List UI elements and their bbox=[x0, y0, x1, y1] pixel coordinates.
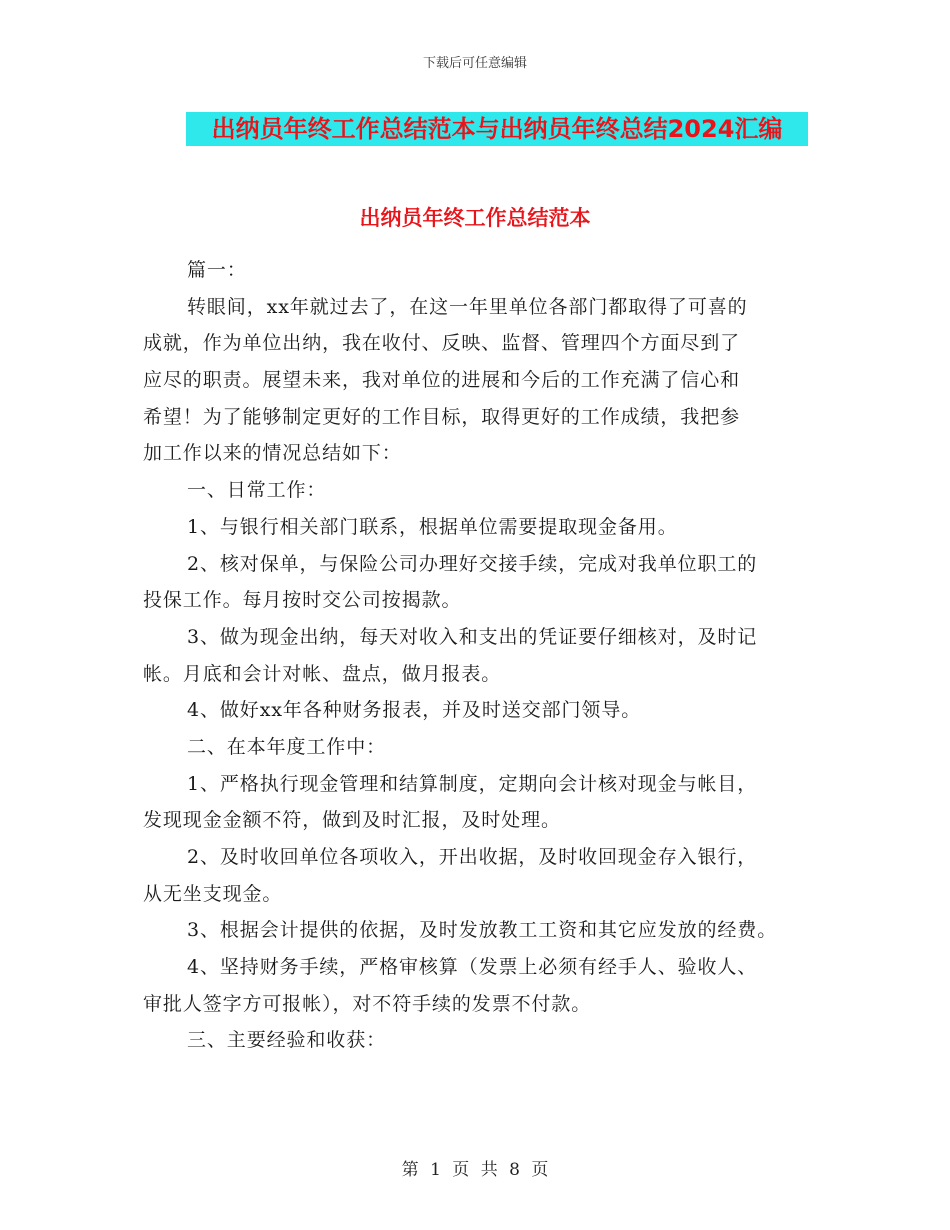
text-line: 1、严格执行现金管理和结算制度，定期向会计核对现金与帐目， bbox=[187, 772, 758, 795]
text-line: 3、根据会计提供的依据，及时发放教工工资和其它应发放的经费。 bbox=[187, 919, 778, 942]
text-line: 应尽的职责。展望未来，我对单位的进展和今后的工作充满了信心和 bbox=[143, 369, 741, 392]
text-line: 希望！为了能够制定更好的工作目标，取得更好的工作成绩，我把参 bbox=[143, 405, 741, 428]
text-line: 2、及时收回单位各项收入，开出收据，及时收回现金存入银行， bbox=[187, 846, 758, 868]
text-line: 审批人签字方可报帐），对不符手续的发票不付款。 bbox=[143, 992, 592, 1015]
text-line: 三、主要经验和收获： bbox=[187, 1029, 387, 1052]
text-line: 二、在本年度工作中： bbox=[187, 735, 387, 758]
body-text bbox=[143, 252, 823, 1059]
text-line: 转眼间，xx年就过去了，在这一年里单位各部门都取得了可喜的 bbox=[187, 295, 748, 318]
text-line: 从无坐支现金。 bbox=[143, 882, 283, 905]
text-line: 发现现金金额不符，做到及时汇报，及时处理。 bbox=[143, 809, 561, 832]
text-line: 帐。月底和会计对帐、盘点，做月报表。 bbox=[143, 662, 502, 685]
text-line: 1、与银行相关部门联系，根据单位需要提取现金备用。 bbox=[187, 515, 678, 538]
text-line: 2、核对保单，与保险公司办理好交接手续，完成对我单位职工的 bbox=[187, 552, 758, 575]
text-line: 投保工作。每月按时交公司按揭款。 bbox=[143, 589, 462, 612]
text-line: 3、做为现金出纳，每天对收入和支出的凭证要仔细核对，及时记 bbox=[187, 625, 758, 648]
text-line: 篇一： bbox=[187, 259, 247, 281]
main-title-highlight bbox=[186, 112, 808, 146]
text-line: 4、做好xx年各种财务报表，并及时送交部门领导。 bbox=[187, 699, 642, 722]
section-title: 出纳员年终工作总结范本 bbox=[359, 206, 591, 230]
text-line: 加工作以来的情况总结如下： bbox=[143, 442, 402, 465]
text-line: 4、坚持财务手续，严格审核算（发票上必须有经手人、验收人、 bbox=[187, 956, 758, 979]
text-line: 成就，作为单位出纳，我在收付、反映、监督、管理四个方面尽到了 bbox=[143, 332, 741, 355]
header-note: 下载后可任意编辑 bbox=[422, 56, 527, 71]
text-line: 一、日常工作： bbox=[187, 479, 327, 502]
main-title: 出纳员年终工作总结范本与出纳员年终总结2024汇编 bbox=[211, 115, 783, 143]
page-footer: 第 1 页 共 8 页 bbox=[401, 1160, 549, 1180]
